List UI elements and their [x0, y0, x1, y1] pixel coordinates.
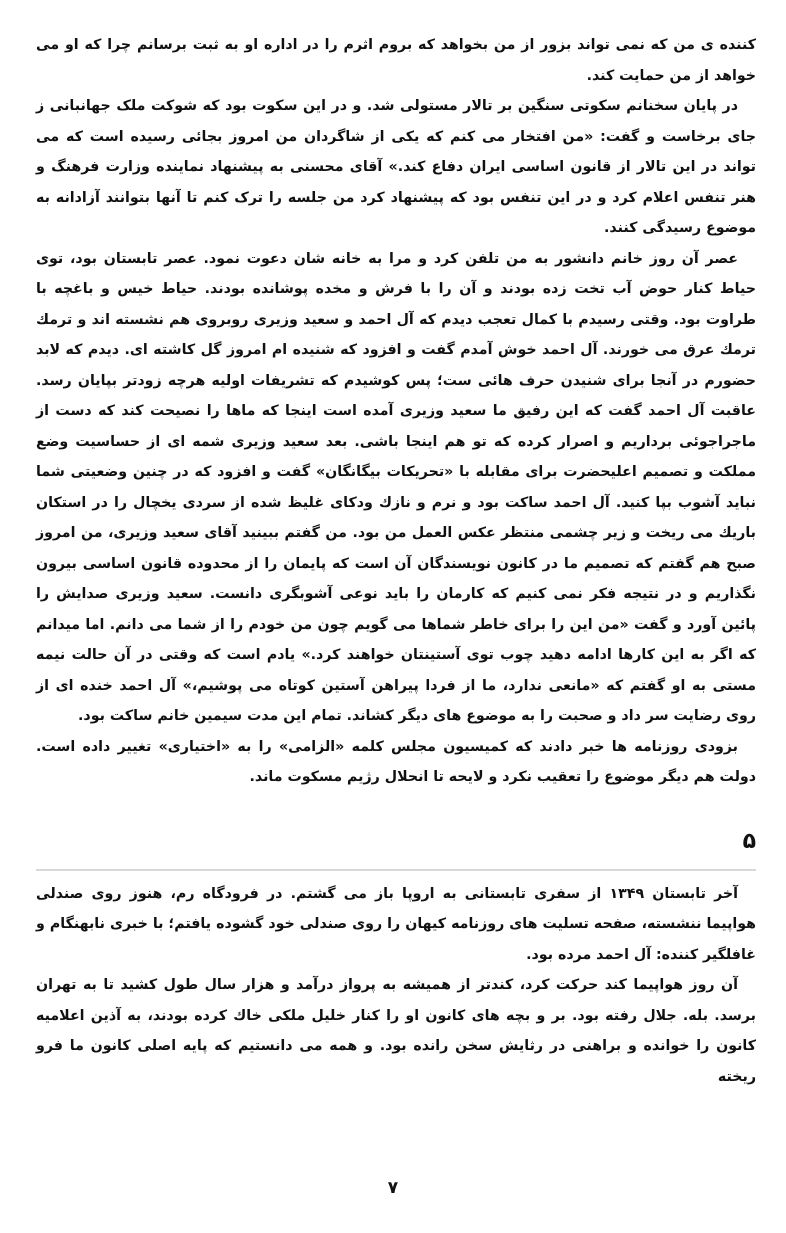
paragraph-4: بزودی روزنامه ها خبر دادند که کمیسیون مجلس کلمه «الزامی» را به «اختیاری» تغییر داده است. دولت هم دیگر موضوع را تعقیب نکرد و لایحه تا انحلال رژیم مسکوت ماند.: [36, 738, 756, 785]
paragraph-6: آن روز هواپیما کند حرکت کرد، کندتر از همیشه به پرواز درآمد و هزار سال طول کشید تا به تهران برسد. بله. جلال رفته بود. بر و بچه های کانون او را کنار خلیل ملکی خاك کرده بودند، به آذین اعلامیه کانون را خوانده و براهنی در رثایش سخن رانده بود. و همه می دانستیم که پایه اصلی کانون ما فرو ریخته: [36, 977, 756, 1085]
page-number: ۷: [387, 1178, 399, 1198]
section-divider: [36, 869, 756, 871]
paragraph-3: عصر آن روز خانم دانشور به من تلفن کرد و مرا به خانه شان دعوت نمود. عصر تابستان بود، توی حیاط کنار حوض آب تخت زده بودند و آن را با فرش و مخده پوشانده بودند. حیاط خیس و باغچه با طراوت بود. وقتی رسیدم با کمال تعجب دیدم که آل احمد و سعید وزیری روبروی هم نشسته اند و ترمك ترمك عرق می خورند. آل احمد خوش آمدم گفت و افزود که شنیده ام امروز گل کاشته ای. دیدم که لابد حضورم در آنجا برای شنیدن حرف هائی ست؛ پس کوشیدم که تشریفات اولیه هرچه زودتر بپایان رسد. عاقبت آل احمد گفت که این رفیق ما سعید وزیری آمده است اینجا که ماها را نصیحت کند که دست از ماجراجوئی برداریم و اصرار کرده که تو هم اینجا باشی. بعد سعید وزیری شمه ای از حساسیت وضع مملکت و تصمیم اعلیحضرت برای مقابله با «تحریکات بیگانگان» گفت و افزود که در چنین وضعیتی شما نباید آشوب بپا کنید. آل احمد ساکت بود و نرم و نازك ودکای غلیظ شده از سردی یخچال را در استکان باریك می ریخت و زیر چشمی منتظر عکس العمل من بود. من گفتم ببینید آقای سعید وزیری، من امروز صبح هم گفتم که تصمیم ما در کانون نویسندگان آن است که پایمان را از محدوده قانون اساسی بیرون نگذاریم و در نتیجه فکر نمی کنیم که کارمان را باید نوعی آشوبگری دانست. سعید وزیری صدایش را پائین آورد و گفت «من این را برای خاطر شماها می گویم چون من خودم را از شما می دانم. اما میدانم که اگر به این کارها ادامه دهید چوب توی آستینتان خواهند کرد.» یادم است که وقتی در آن حالت نیمه مستی به او گفتم که «مانعی ندارد، ما از فردا پیراهن آستین کوتاه می پوشیم،» آل احمد خنده ای از روی رضایت سر داد و صحبت را به موضوع های دیگر کشاند. تمام این مدت سیمین خانم ساکت بود.: [36, 250, 756, 724]
paragraph-1: کننده ی من که نمی تواند بزور از من بخواهد که بروم اثرم را در اداره او به ثبت برسانم چرا که او می خواهد از من حمایت کند.: [36, 37, 756, 84]
paragraph-2: در پایان سخنانم سکوتی سنگین بر تالار مستولی شد. و در این سکوت بود که شوکت ملک جهانبانی ز جای برخاست و گفت: «من افتخار می کنم که یکی از شاگردان من امروز بجائی رسیده است که می تواند در این تالار از قانون اساسی ایران دفاع کند.» آقای محسنی به پیشنهاد نماینده وزارت فرهنگ و هنر تنفس اعلام کرد و در این تنفس بود که پیشنهاد کرد من جلسه را ترک کنم تا آنها بتوانند آزادانه به موضوع رسیدگی کنند.: [36, 98, 756, 236]
section-number: ۵: [742, 828, 756, 854]
paragraph-5: آخر تابستان ۱۳۴۹ از سفری تابستانی به اروپا باز می گشتم. در فرودگاه رم، هنوز روی صندلی هواپیما ننشسته، صفحه تسلیت های روزنامه کیهان را روی صندلی خود گشوده یافتم؛ با خبری نابهنگام و غافلگیر کننده: آل احمد مرده بود.: [36, 885, 756, 963]
book-page: [36, 30, 756, 1210]
section-gap: [36, 793, 756, 827]
